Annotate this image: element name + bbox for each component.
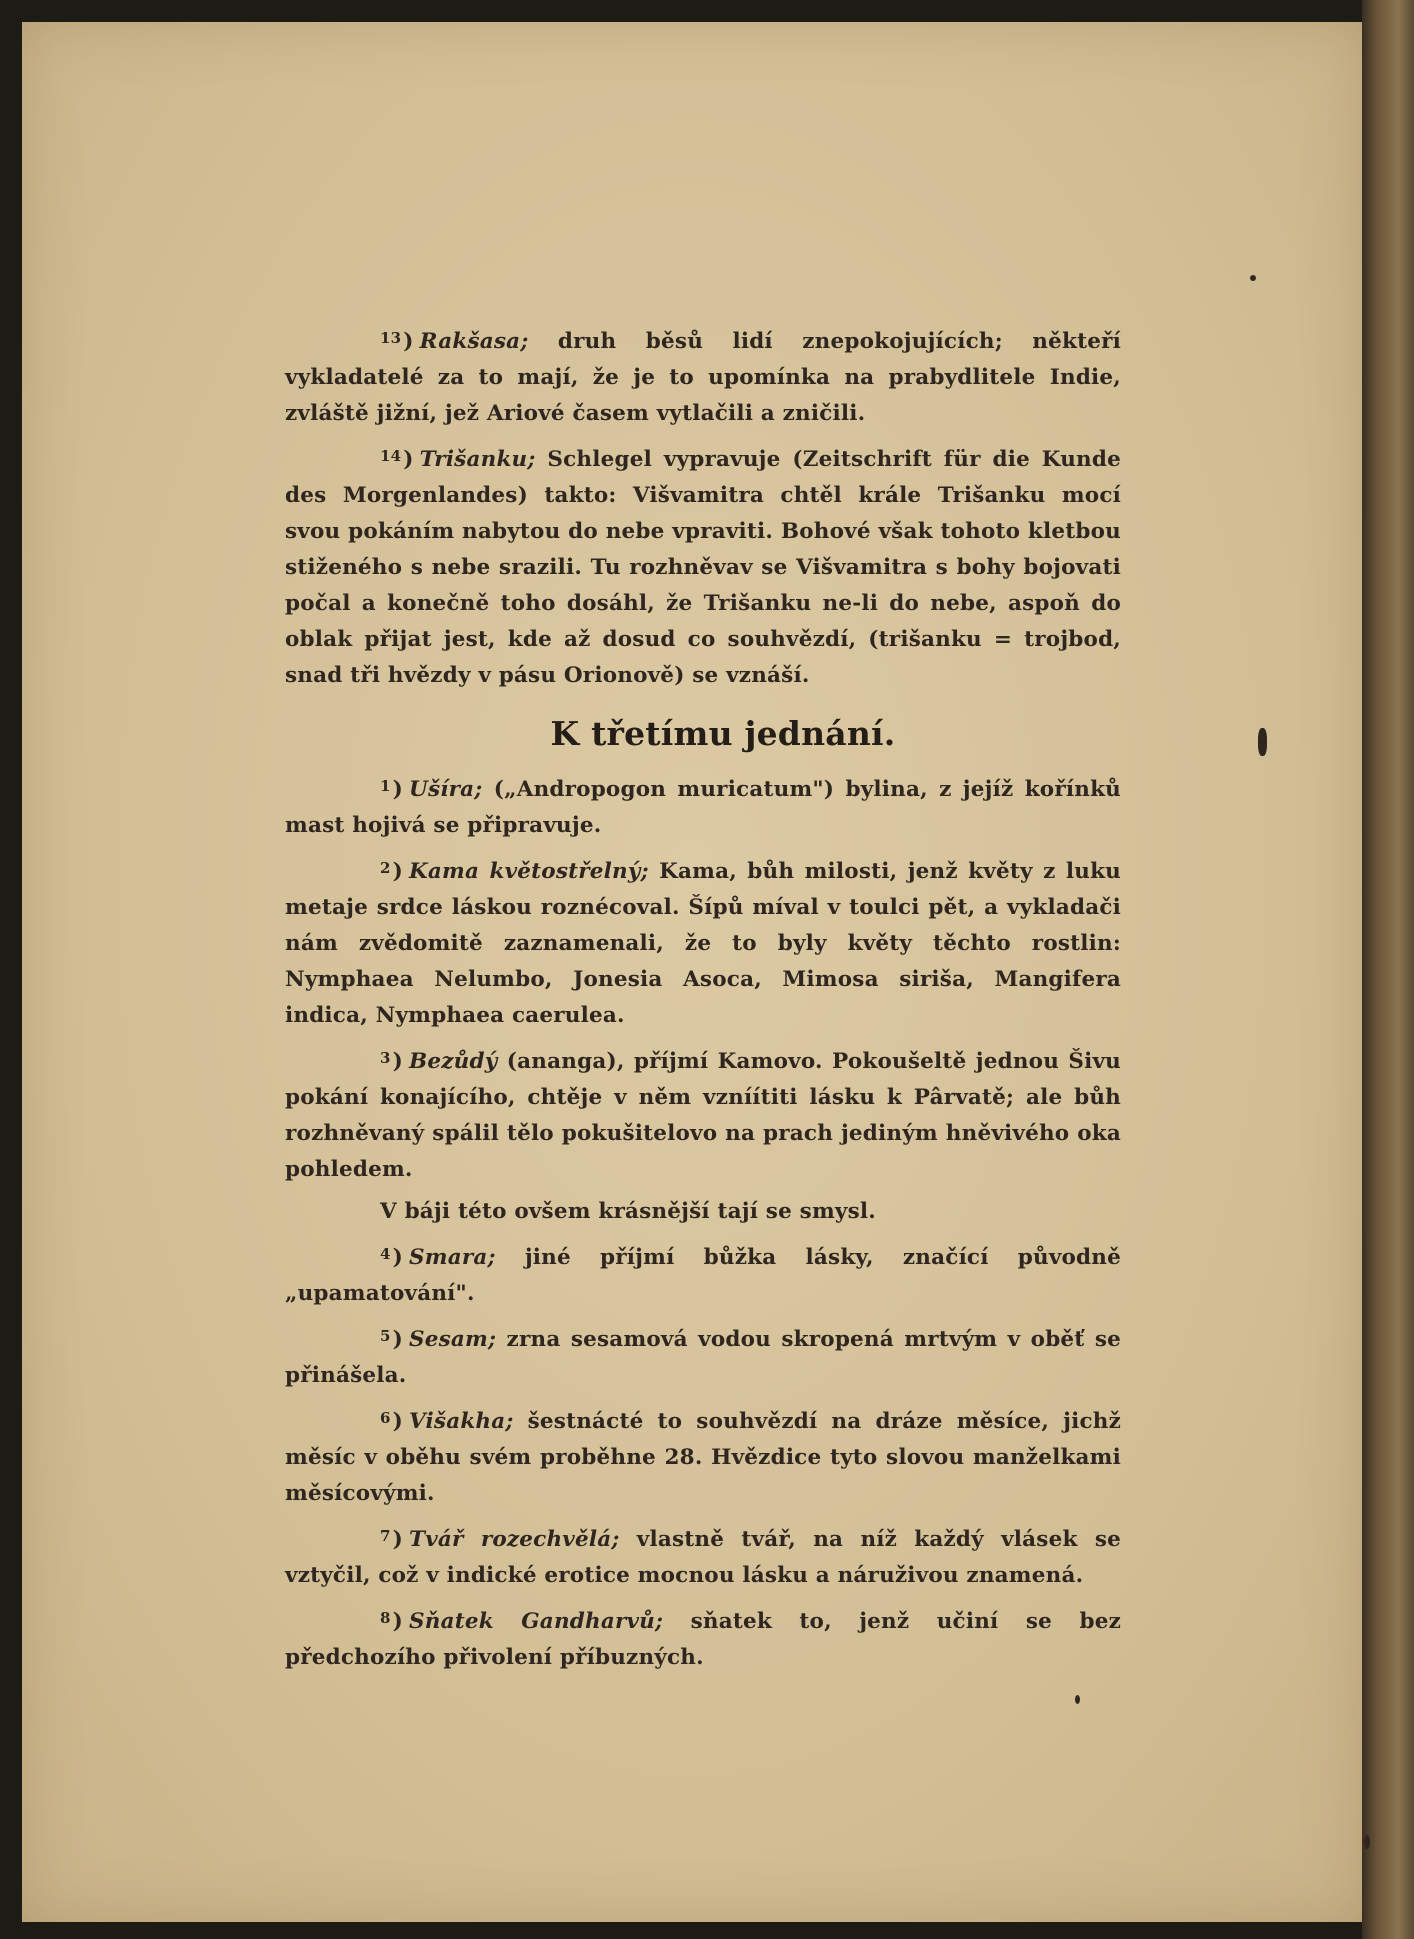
footnote-5: $^5$) Sesam; zrna sesamová vodou skropená mrtvým v oběť se přinášela. — [285, 1327, 1121, 1388]
footnote-text: (ananga), příjmí Kamovo. Pokoušeltě jednou Šivu pokání konajícího, chtěje v něm vzníítiti lásku k Pârvatě; ale bůh rozhněvaný spálil tělo pokušitelovo na prach jediným hněvivého oka pohledem. — [285, 1049, 1122, 1182]
scan-speck — [1258, 728, 1267, 756]
footnote-1: $^1$) Ušíra; („Andropogon muricatum") bylina, z jejíž kořínků mast hojivá se připravuje. — [285, 777, 1122, 838]
scan-speck — [1250, 275, 1256, 281]
footnote-term: Ušíra; — [409, 777, 483, 802]
footnote-14: $^{14}$) Trišanku; Schlegel vypravuje (Zeitschrift für die Kunde des Morgenlandes) takto: Višvamitra chtěl krále Trišanku mocí svou pokáním nabytou do nebe vpraviti. Bohové však tohoto kletbou stiženého s nebe srazili. Tu rozhněvav se Višvamitra s bohy bojovati počal a konečně toho dosáhl, že Trišanku ne-li do nebe, aspoň do oblak přijat jest, kde až dosud co souhvězdí, (trišanku = trojbod, snad tři hvězdy v pásu Orionově) se vznáší. — [285, 447, 1122, 688]
footnote-term: Smara; — [409, 1245, 496, 1270]
footnote-number: 14 — [380, 447, 402, 465]
footnote-number: 1 — [380, 777, 391, 795]
footnote-number: 2 — [380, 859, 391, 877]
footnote-3: $^3$) Bezůdý (ananga), příjmí Kamovo. Pokoušeltě jednou Šivu pokání konajícího, chtěje v něm vzníítiti lásku k Pârvatě; ale bůh rozhněvaný spálil tělo pokušitelovo na prach jediným hněvivého oka pohledem. — [285, 1049, 1122, 1182]
book-binding-edge — [1362, 0, 1414, 1939]
footnote-number: 5 — [380, 1327, 391, 1345]
footnote-13: $^{13}$) Rakšasa; druh běsů lidí znepokojujících; někteří vykladatelé za to mají, že je to upomínka na prabydlitele Indie, zvláště jižní, jež Ariové časem vytlačili a zničili. — [285, 329, 1121, 426]
footnote-number: 3 — [380, 1049, 391, 1067]
footnote-term: Sesam; — [409, 1327, 497, 1352]
scan-speck — [1075, 1695, 1080, 1704]
footnote-2: $^2$) Kama květostřelný; Kama, bůh milosti, jenž květy z luku metaje srdce láskou roznécoval. Šípů míval v toulci pět, a vykladači nám zvědomitě zaznamenali, že to byly květy těchto rostlin: Nymphaea Nelumbo, Jonesia Asoca, Mimosa siriša, Mangifera indica, Nymphaea caerulea. — [285, 859, 1121, 1028]
footnote-term: Sňatek Gandharvů; — [409, 1609, 664, 1634]
footnote-text: zrna sesamová vodou skropená mrtvým v oběť se přinášela. — [285, 1327, 1121, 1388]
footnote-text: sňatek to, jenž učiní se bez předchozího přivolení příbuzných. — [285, 1609, 1121, 1670]
footnote-text: jiné příjmí bůžka lásky, značící původně „upamatování". — [285, 1245, 1122, 1306]
footnotes-block — [285, 320, 1121, 1682]
footnote-term: Trišanku; — [419, 447, 536, 472]
scan-speck — [1364, 1835, 1370, 1849]
footnote-4: $^4$) Smara; jiné příjmí bůžka lásky, značící původně „upamatování". — [285, 1245, 1122, 1306]
footnote-3-continuation: V báji této ovšem krásnější tají se smysl. — [380, 1199, 876, 1224]
footnote-text: Kama, bůh milosti, jenž květy z luku metaje srdce láskou roznécoval. Šípů míval v toulci pět, a vykladači nám zvědomitě zaznamenali, že to byly květy těchto rostlin: Nymphaea Nelumbo, Jonesia Asoca, Mimosa siriša, Mangifera indica, Nymphaea caerulea. — [285, 859, 1121, 1028]
footnote-text: vlastně tvář, na níž každý vlásek se vztyčil, což v indické erotice mocnou lásku a náruživou znamená. — [285, 1527, 1122, 1588]
footnote-text: Schlegel vypravuje (Zeitschrift für die Kunde des Morgenlandes) takto: Višvamitra chtěl krále Trišanku mocí svou pokáním nabytou do nebe vpraviti. Bohové však tohoto kletbou stiženého s nebe srazili. Tu rozhněvav se Višvamitra s bohy bojovati počal a konečně toho dosáhl, že Trišanku ne-li do nebe, aspoň do oblak přijat jest, kde až dosud co souhvězdí, (trišanku = trojbod, snad tři hvězdy v pásu Orionově) se vznáší. — [285, 447, 1122, 688]
footnote-7: $^7$) Tvář rozechvělá; vlastně tvář, na níž každý vlásek se vztyčil, což v indické erotice mocnou lásku a náruživou znamená. — [285, 1527, 1122, 1588]
footnote-text: druh běsů lidí znepokojujících; někteří vykladatelé za to mají, že je to upomínka na prabydlitele Indie, zvláště jižní, jež Ariové časem vytlačili a zničili. — [285, 329, 1121, 426]
footnote-number: 7 — [380, 1527, 391, 1545]
section-title: K třetímu jednání. — [550, 714, 896, 753]
footnote-term: Višakha; — [409, 1409, 514, 1434]
footnote-number: 6 — [380, 1409, 391, 1427]
footnote-term: Rakšasa; — [419, 329, 529, 354]
footnote-term: Tvář rozechvělá; — [409, 1527, 620, 1552]
footnote-number: 4 — [380, 1245, 391, 1263]
footnote-number: 8 — [380, 1609, 391, 1627]
footnote-6: $^6$) Višakha; šestnácté to souhvězdí na dráze měsíce, jichž měsíc v oběhu svém proběhne 28. Hvězdice tyto slovou manželkami měsícovými. — [285, 1409, 1121, 1506]
footnote-text: šestnácté to souhvězdí na dráze měsíce, jichž měsíc v oběhu svém proběhne 28. Hvězdice tyto slovou manželkami měsícovými. — [285, 1409, 1121, 1506]
footnote-number: 13 — [380, 329, 402, 347]
footnote-term: Kama květostřelný; — [409, 859, 649, 884]
footnote-term: Bezůdý — [409, 1049, 498, 1074]
footnote-text: („Andropogon muricatum") bylina, z jejíž kořínků mast hojivá se připravuje. — [285, 777, 1122, 838]
footnote-8: $^8$) Sňatek Gandharvů; sňatek to, jenž učiní se bez předchozího přivolení příbuzných. — [285, 1609, 1121, 1670]
